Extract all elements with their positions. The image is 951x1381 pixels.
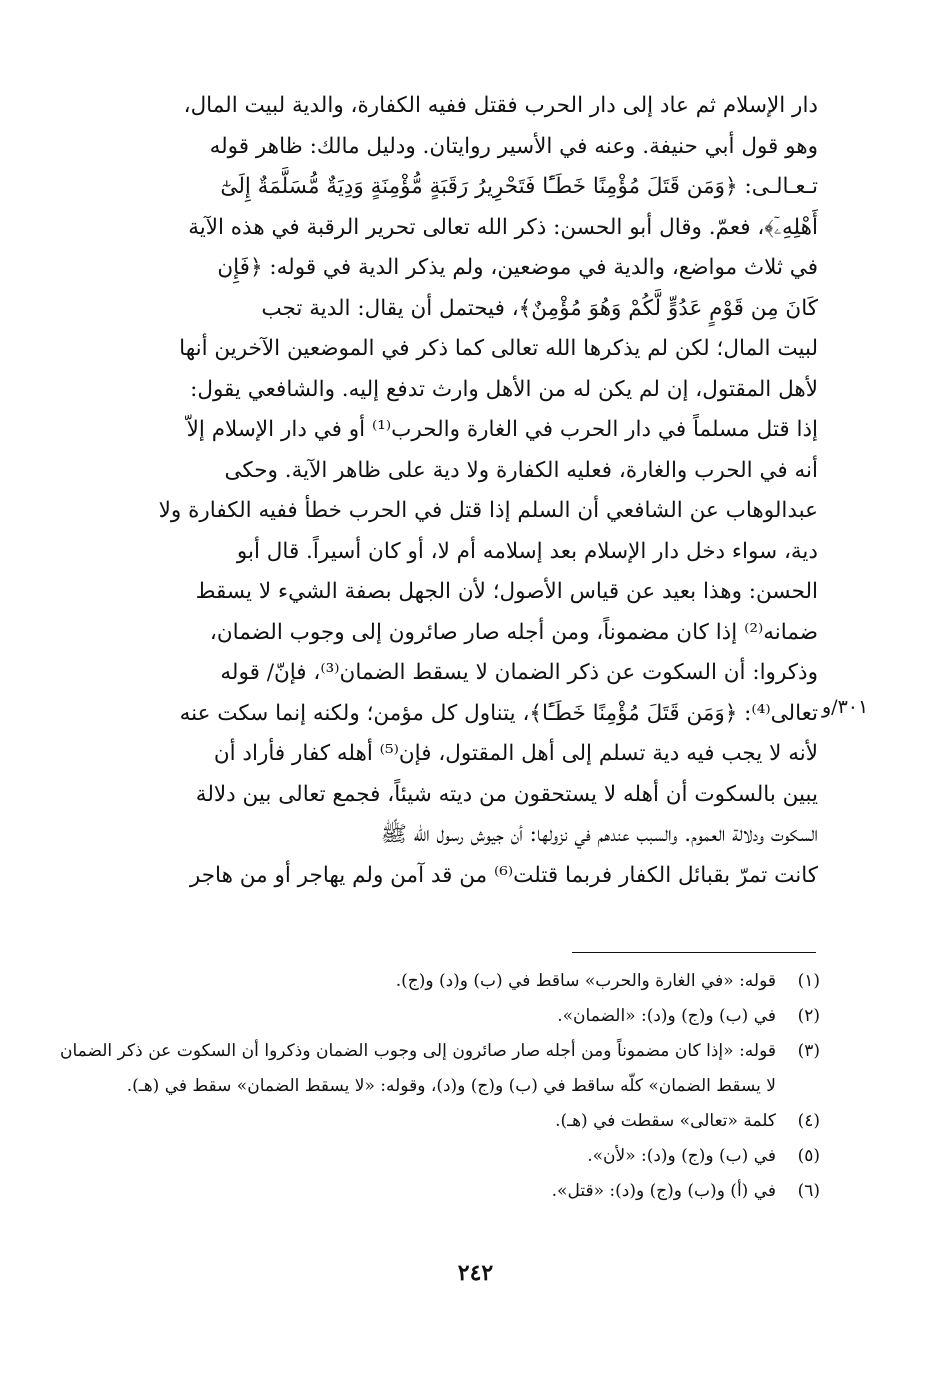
body-line: دار الإسلام ثم عاد إلى دار الحرب فقتل ففيه الكفارة، والدية لبيت المال، <box>183 93 818 118</box>
body-line: وهو قول أبي حنيفة. وعنه في الأسير روايتان. ودليل مالك: ظاهر قوله <box>209 133 818 159</box>
page-number: ٢٤٢ <box>457 1260 494 1286</box>
body-line: وذكروا: أن السكوت عن ذكر الضمان لا يسقط الضمان⁽³⁾، فإنّ/ قوله <box>220 660 818 685</box>
footnote-text: كلمة «تعالى» سقطت في (هـ). <box>555 1111 776 1131</box>
body-line: السكوت ودلالة العموم. والسبب عندهم في نزولها: أن جيوش رسول الله ﷺ <box>380 822 818 847</box>
footnotes <box>60 964 820 1209</box>
footnote-text: في (ب) و(ج) و(د): «لأن». <box>587 1146 776 1166</box>
footnote <box>60 1034 820 1104</box>
body-line: لبيت المال؛ لكن لم يذكرها الله تعالى كما ذكر في الموضعين الآخرين أنها <box>179 336 818 361</box>
footnote-text: في (أ) و(ب) و(ج) و(د): «قتل». <box>551 1181 776 1201</box>
footnote-text: قوله: «إذا كان مضموناً ومن أجله صار صائرون إلى وجوب الضمان وذكروا أن السكوت عن ذكر الضمان لا يسقط الضمان» كلّه ساقط في (ب) و(ج) و(د)، وقوله: «لا يسقط الضمان» سقط في (هـ). <box>60 1041 776 1096</box>
body-line: لأهل المقتول، إن لم يكن له من الأهل وارث تدفع إليه. والشافعي يقول: <box>190 376 818 402</box>
body-line: ضمانه⁽²⁾ إذا كان مضموناً، ومن أجله صار صائرون إلى وجوب الضمان، <box>209 619 818 645</box>
footnote-number: (٢) <box>797 1006 820 1026</box>
footnote-number: (٥) <box>797 1146 820 1166</box>
body-line: الحسن: وهذا بعيد عن قياس الأصول؛ لأن الجهل بصفة الشيء لا يسقط <box>195 579 818 604</box>
footnote-number: (٦) <box>797 1181 820 1201</box>
body-line: دية، سواء دخل دار الإسلام بعد إسلامه أم لا، أو كان أسيراً. قال أبو <box>236 538 818 564</box>
footnote <box>60 1104 820 1139</box>
footnote <box>60 1139 820 1174</box>
body-line: عبدالوهاب عن الشافعي أن السلم إذا قتل في الحرب خطأ ففيه الكفارة ولا <box>158 498 818 523</box>
main-body-text <box>64 86 818 896</box>
body-line: كَانَ مِن قَوْمٍ عَدُوٍّ لَّكُمْ وَهُوَ مُؤْمِنٌ﴾، فيحتمل أن يقال: الدية تجب <box>261 295 818 321</box>
body-line: تـعـالـى: ﴿وَمَن قَتَلَ مُؤْمِنًا خَطَـًٔا فَتَحْرِيرُ رَقَبَةٍ مُّؤْمِنَةٍ وَدِيَةٌ مُّسَلَّمَةٌ إِلَىٰٓ <box>220 174 818 199</box>
footnote-text: في (ب) و(ج) و(د): «الضمان». <box>557 1006 776 1026</box>
body-line: تعالى⁽⁴⁾: ﴿وَمَن قَتَلَ مُؤْمِنًا خَطَـًٔا﴾، يتناول كل مؤمن؛ ولكنه إنما سكت عنه <box>179 700 818 726</box>
body-line: أَهْلِهِۦٓ﴾، فعمّ. وقال أبو الحسن: ذكر الله تعالى تحرير الرقبة في هذه الآية <box>188 214 818 240</box>
body-line: أنه في الحرب والغارة، فعليه الكفارة ولا دية على ظاهر الآية. وحكى <box>224 457 818 483</box>
footnote-number: (١) <box>797 971 820 991</box>
footnote-number: (٣) <box>797 1041 820 1061</box>
footnote-separator <box>572 952 816 953</box>
footnote <box>60 999 820 1034</box>
footnote <box>60 964 820 999</box>
body-line: لأنه لا يجب فيه دية تسلم إلى أهل المقتول، فإن⁽⁵⁾ أهله كفار فأراد أن <box>213 741 818 766</box>
body-line: يبين بالسكوت أن أهله لا يستحقون من ديته شيئاً، فجمع تعالى بين دلالة <box>195 781 818 807</box>
footnote <box>60 1174 820 1209</box>
manuscript-folio-marker: ٣٠١/و <box>822 696 869 718</box>
body-line: في ثلاث مواضع، والدية في موضعين، ولم يذكر الدية في قوله: ﴿فَإِن <box>217 255 818 280</box>
footnote-text: قوله: «في الغارة والحرب» ساقط في (ب) و(د) و(ج). <box>395 971 776 991</box>
body-line: إذا قتل مسلماً في دار الحرب في الغارة والحرب⁽¹⁾ أو في دار الإسلام إلاّ <box>186 417 818 442</box>
footnote-number: (٤) <box>797 1111 820 1131</box>
body-line: كانت تمرّ بقبائل الكفار فربما قتلت⁽⁶⁾ من قد آمن ولم يهاجر أو من هاجر <box>189 862 818 888</box>
